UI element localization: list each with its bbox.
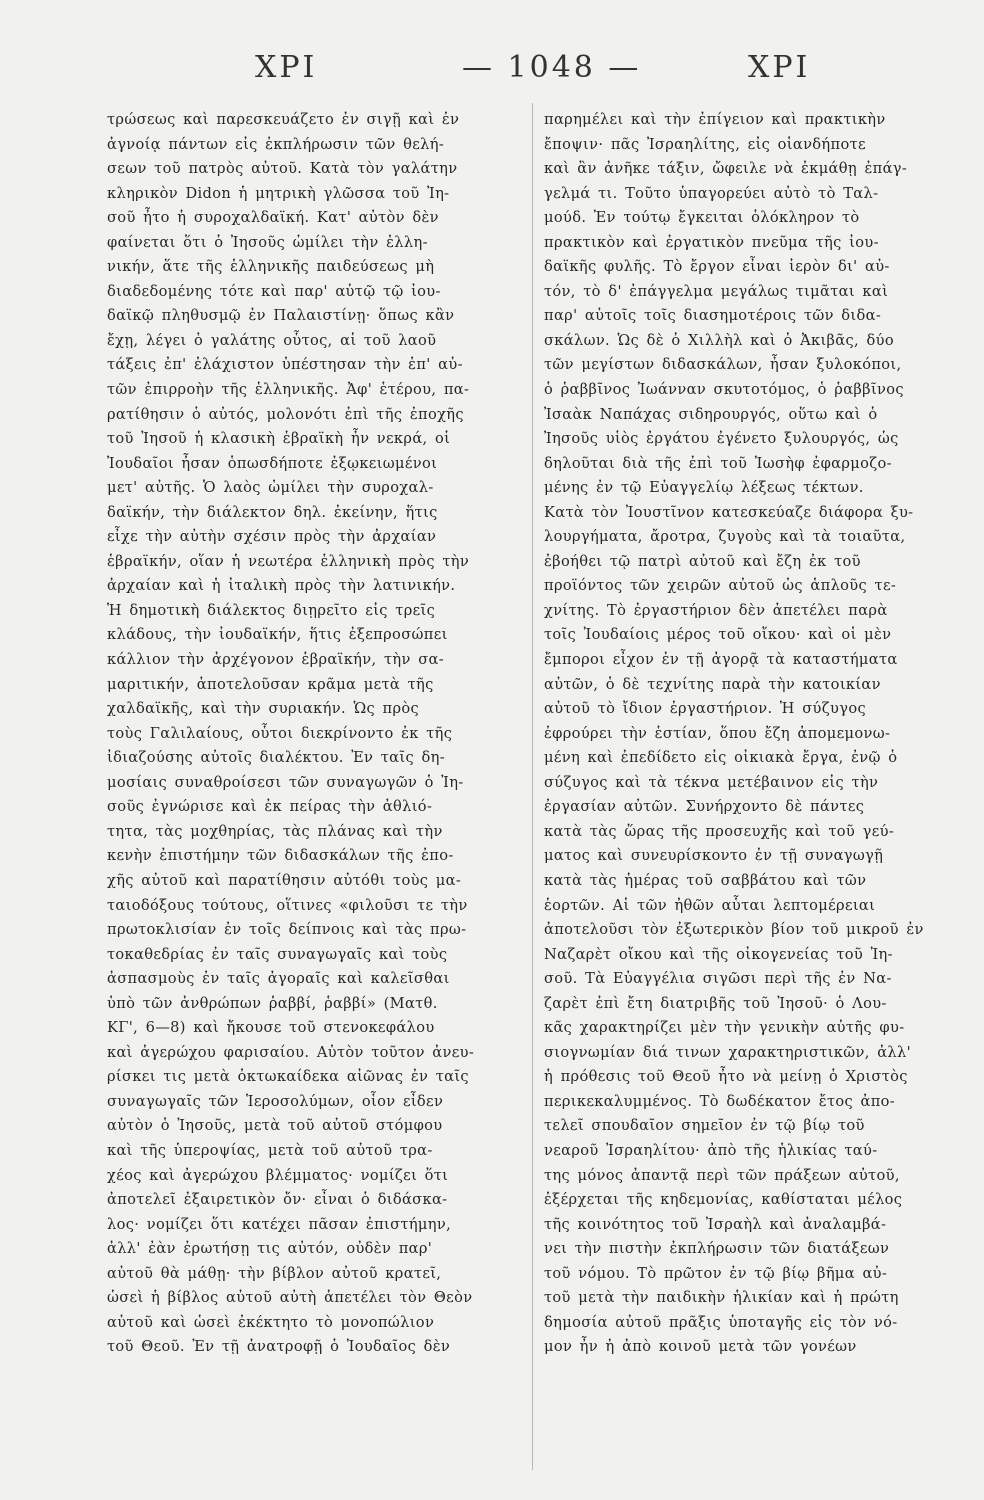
text-line: τοῖς Ἰουδαίοις μέρος τοῦ οἴκου· καὶ οἱ μὲν — [544, 626, 892, 644]
text-line: τητα, τὰς μοχθηρίας, τὰς πλάνας καὶ τὴν — [107, 822, 443, 840]
text-line: σύζυγος καὶ τὰ τέκνα μετέβαινον εἰς τὴν — [544, 773, 879, 791]
text-line: αὐτοῦ θὰ μάθῃ· τὴν βίβλον αὐτοῦ κρατεῖ, — [107, 1264, 442, 1282]
text-line: κατὰ τὰς ἡμέρας τοῦ σαββάτου καὶ τῶν — [544, 871, 867, 889]
text-line: παρ' αὐτοῖς τοῖς διασημοτέροις τῶν διδα- — [544, 307, 882, 325]
text-line: της μόνος ἀπαντᾷ περὶ τῶν πράξεων αὐτοῦ, — [544, 1166, 900, 1184]
text-line: ἀσπασμοὺς ἐν ταῖς ἀγοραῖς καὶ καλεῖσθαι — [107, 970, 450, 988]
text-line: ἀποτελοῦσι τὸν ἐξωτερικὸν βίον τοῦ μικροῦ ἐν — [544, 921, 924, 939]
text-line: μοσίαις συναθροίσεσι τῶν συναγωγῶν ὁ Ἰη- — [107, 773, 464, 791]
text-line: ἐργασίαν αὐτῶν. Συνήρχοντο δὲ πάντες — [544, 798, 865, 816]
text-line: χῆς αὐτοῦ καὶ παρατίθησιν αὐτόθι τοὺς μα- — [107, 871, 462, 889]
text-line: χαλδαϊκῆς, καὶ τὴν συριακήν. Ὡς πρὸς — [107, 700, 420, 718]
text-line: κενὴν ἐπιστήμην τῶν διδασκάλων τῆς ἐπο- — [107, 847, 454, 865]
text-line: μαριτικήν, ἀποτελοῦσαν κρᾶμα μετὰ τῆς — [107, 675, 434, 693]
text-line: ρατίθησιν ὁ αὐτός, μολονότι ἐπὶ τῆς ἐποχῆς — [107, 405, 464, 423]
text-line: νει τὴν πιστὴν ἐκπλήρωσιν τῶν διατάξεων — [544, 1240, 890, 1258]
text-line: κλάδους, τὴν ἰουδαϊκήν, ἥτις ἐξεπροσώπει — [107, 626, 448, 644]
text-line: Ναζαρὲτ οἴκου καὶ τῆς οἰκογενείας τοῦ Ἰη- — [544, 945, 893, 963]
text-line: αὐτὸν ὁ Ἰησοῦς, μετὰ τοῦ αὐτοῦ στόμφου — [107, 1117, 443, 1135]
text-line: σοῦ ἦτο ἡ συροχαλδαϊκή. Κατ' αὐτὸν δὲν — [107, 209, 439, 227]
text-line: Ἰουδαῖοι ἦσαν ὁπωσδήποτε ἐξῳκειωμένοι — [107, 454, 438, 472]
text-line: τοῦ Ἰησοῦ ἡ κλασικὴ ἑβραϊκὴ ἦν νεκρά, οἱ — [107, 430, 451, 448]
text-line: νικήν, ἅτε τῆς ἑλληνικῆς παιδεύσεως μὴ — [107, 258, 435, 276]
text-line: ἀρχαίαν καὶ ἡ ἰταλικὴ πρὸς τὴν λατινικήν. — [107, 577, 456, 595]
head-left-word: ΧΡΙ — [255, 50, 318, 85]
text-line: ἀλλ' ἐὰν ἐρωτήσῃ τις αὐτόν, οὐδὲν παρ' — [107, 1240, 433, 1258]
text-line: τοῦ νόμου. Τὸ πρῶτον ἐν τῷ βίῳ βῆμα αὐ- — [544, 1264, 888, 1282]
text-line: σιογνωμίαν διά τινων χαρακτηριστικῶν, ἀλλ' — [544, 1043, 911, 1061]
text-line: πρωτοκλισίαν ἐν τοῖς δείπνοις καὶ τὰς πρω- — [107, 921, 467, 939]
text-line: σοῦ. Τὰ Εὐαγγέλια σιγῶσι περὶ τῆς ἐν Να- — [544, 970, 892, 988]
text-line: ματος καὶ συνευρίσκοντο ἐν τῇ συναγωγῇ — [544, 847, 884, 865]
text-line: ὁ ῥαββῖνος Ἰωάνναν σκυτοτόμος, ὁ ῥαββῖνος — [544, 381, 904, 399]
text-line: μένης ἐν τῷ Εὐαγγελίῳ λέξεως τέκτων. — [544, 479, 864, 497]
text-line: μούδ. Ἐν τούτῳ ἔγκειται ὁλόκληρον τὸ — [544, 209, 860, 227]
text-line: ἐξέρχεται τῆς κηδεμονίας, καθίσταται μέλος — [544, 1191, 903, 1209]
text-line: ἐφρούρει τὴν ἑστίαν, ὅπου ἔζη ἀπομεμονω- — [544, 724, 891, 742]
text-line: δαϊκῆς φυλῆς. Τὸ ἔργον εἶναι ἱερὸν δι' αὐ- — [544, 258, 890, 276]
text-line: μετ' αὐτῆς. Ὁ λαὸς ὡμίλει τὴν συροχαλ- — [107, 479, 434, 497]
text-line: ἑορτῶν. Αἱ τῶν ἠθῶν αὗται λεπτομέρειαι — [544, 896, 876, 914]
text-line: χέος καὶ ἀγερώχου βλέμματος· νομίζει ὅτι — [107, 1166, 449, 1184]
text-line: νεαροῦ Ἰσραηλίτου· ἀπὸ τῆς ἡλικίας ταύ- — [544, 1141, 878, 1159]
text-line: ἔμποροι εἶχον ἐν τῇ ἀγορᾷ τὰ καταστήματα — [544, 651, 898, 669]
running-head — [0, 50, 984, 100]
text-line: τοῦ Θεοῦ. Ἐν τῇ ἀνατροφῇ ὁ Ἰουδαῖος δὲν — [107, 1338, 451, 1356]
text-line: κᾶς χαρακτηρίζει μὲν τὴν γενικὴν αὐτῆς φυ- — [544, 1019, 905, 1037]
text-line: παρημέλει καὶ τὴν ἐπίγειον καὶ πρακτικὴν — [544, 111, 886, 128]
text-line: μένη καὶ ἐπεδίδετο εἰς οἰκιακὰ ἔργα, ἐνῷ ὁ — [544, 749, 898, 767]
text-line: δηλοῦται διὰ τῆς ἐπὶ τοῦ Ἰωσὴφ ἐφαρμοζο- — [544, 454, 892, 472]
text-line: ἰδιαζούσης αὐτοῖς διαλέκτου. Ἐν ταῖς δη- — [107, 749, 445, 767]
text-line: τοὺς Γαλιλαίους, οὗτοι διεκρίνοντο ἐκ τῆς — [107, 724, 453, 742]
text-line: σεων τοῦ πατρὸς αὐτοῦ. Κατὰ τὸν γαλάτην — [107, 160, 458, 178]
text-line: ΚΓ', 6—8) καὶ ἤκουσε τοῦ στενοκεφάλου — [107, 1019, 435, 1037]
text-line: Ἡ δημοτικὴ διάλεκτος διῃρεῖτο εἰς τρεῖς — [107, 601, 436, 619]
text-line: κληρικὸν Didon ἡ μητρικὴ γλῶσσα τοῦ Ἰη- — [107, 184, 450, 202]
text-line: κατὰ τὰς ὥρας τῆς προσευχῆς καὶ τοῦ γεύ- — [544, 822, 895, 840]
text-line: αὐτοῦ τὸ ἴδιον ἐργαστήριον. Ἡ σύζυγος — [544, 700, 866, 718]
text-line: ἀποτελεῖ ἐξαιρετικὸν ὄν· εἶναι ὁ διδάσκα- — [107, 1191, 448, 1209]
text-line: ὡσεὶ ἡ βίβλος αὐτοῦ αὐτὴ ἀπετέλει τὸν Θεὸν — [107, 1289, 473, 1307]
text-line: γελμά τι. Τοῦτο ὑπαγορεύει αὐτὸ τὸ Ταλ- — [544, 184, 879, 202]
text-line: περικεκαλυμμένος. Τὸ δωδέκατον ἔτος ἀπο- — [544, 1092, 896, 1110]
text-line: εἶχε τὴν αὐτὴν σχέσιν πρὸς τὴν ἀρχαίαν — [107, 528, 437, 546]
text-line: Ἰησοῦς υἱὸς ἐργάτου ἐγένετο ξυλουργός, ὡς — [544, 430, 899, 448]
text-line: ρίσκει τις μετὰ ὀκτωκαίδεκα αἰῶνας ἐν ταῖς — [107, 1068, 469, 1086]
text-line: τελεῖ σπουδαῖον σημεῖον ἐν τῷ βίῳ τοῦ — [544, 1117, 865, 1135]
text-line: ἔχῃ, λέγει ὁ γαλάτης οὗτος, αἱ τοῦ λαοῦ — [107, 331, 437, 349]
text-line: ὑπὸ τῶν ἀνθρώπων ῥαββί, ῥαββί» (Ματθ. — [107, 994, 438, 1012]
text-line: Κατὰ τὸν Ἰουστῖνον κατεσκεύαζε διάφορα ξυ- — [544, 503, 914, 521]
text-line: σοῦς ἐγνώρισε καὶ ἐκ πείρας τὴν ἀθλιό- — [107, 798, 433, 816]
head-right-word: ΧΡΙ — [748, 50, 811, 85]
text-line: ἡ πρόθεσις τοῦ Θεοῦ ἦτο νὰ μείνῃ ὁ Χριστὸς — [544, 1068, 908, 1086]
left-column — [107, 108, 537, 1360]
text-line: καὶ τῆς ὑπεροψίας, μετὰ τοῦ αὐτοῦ τρα- — [107, 1141, 433, 1159]
text-line: τόν, τὸ δ' ἐπάγγελμα μεγάλως τιμᾶται καὶ — [544, 282, 889, 300]
text-line: λος· νομίζει ὅτι κατέχει πᾶσαν ἐπιστήμην, — [107, 1215, 452, 1233]
text-line: αὐτοῦ καὶ ὡσεὶ ἐκέκτητο τὸ μονοπώλιον — [107, 1313, 435, 1331]
text-line: τοκαθεδρίας ἐν ταῖς συναγωγαῖς καὶ τοὺς — [107, 945, 448, 963]
text-line: λουργήματα, ἄροτρα, ζυγοὺς καὶ τὰ τοιαῦτα, — [544, 528, 906, 546]
text-line: τρώσεως καὶ παρεσκευάζετο ἐν σιγῇ καὶ ἐν — [107, 111, 460, 128]
text-line: διαδεδομένης τότε καὶ παρ' αὐτῷ τῷ ἰου- — [107, 282, 441, 300]
text-line: τάξεις ἐπ' ἐλάχιστον ὑπέστησαν τὴν ἐπ' αὐ- — [107, 356, 463, 374]
text-line: ταιοδόξους τούτους, οἵτινες «φιλοῦσι τε τὴν — [107, 896, 468, 914]
text-line: τοῦ μετὰ τὴν παιδικὴν ἡλικίαν καὶ ἡ πρώτη — [544, 1289, 899, 1307]
text-line: αὐτῶν, ὁ δὲ τεχνίτης παρὰ τὴν κατοικίαν — [544, 675, 881, 693]
text-line: καὶ ἂν ἀνῆκε τάξιν, ὤφειλε νὰ ἐκμάθῃ ἐπάγ- — [544, 160, 908, 178]
text-line: Ἰσαὰκ Ναπάχας σιδηρουργός, οὕτω καὶ ὁ — [544, 405, 878, 423]
text-line: ἐβοήθει τῷ πατρὶ αὐτοῦ καὶ ἔζη ἐκ τοῦ — [544, 552, 861, 570]
text-line: δαϊκῷ πληθυσμῷ ἐν Παλαιστίνῃ· ὅπως κἂν — [107, 307, 455, 325]
text-line: χνίτης. Τὸ ἐργαστήριον δὲν ἀπετέλει παρὰ — [544, 601, 888, 619]
text-line: ἑβραϊκήν, οἵαν ἡ νεωτέρα ἑλληνικὴ πρὸς τὴν — [107, 552, 470, 570]
right-column — [544, 108, 974, 1360]
text-line: συναγωγαῖς τῶν Ἱεροσολύμων, οἷον εἶδεν — [107, 1092, 444, 1110]
text-line: τῶν μεγίστων διδασκάλων, ἦσαν ξυλοκόποι, — [544, 356, 902, 374]
text-line: πρακτικὸν καὶ ἐργατικὸν πνεῦμα τῆς ἰου- — [544, 233, 879, 251]
text-line: προϊόντος τῶν χειρῶν αὐτοῦ ὡς ἁπλοῦς τε- — [544, 577, 897, 595]
text-line: ἔποψιν· πᾶς Ἰσραηλίτης, εἰς οἱανδήποτε — [544, 135, 866, 153]
text-line: φαίνεται ὅτι ὁ Ἰησοῦς ὡμίλει τὴν ἑλλη- — [107, 233, 428, 251]
text-line: μον ἦν ἡ ἀπὸ κοινοῦ μετὰ τῶν γονέων — [544, 1338, 857, 1356]
text-line: ἀγνοίᾳ πάντων εἰς ἐκπλήρωσιν τῶν θελή- — [107, 135, 445, 153]
text-line: ζαρὲτ ἐπὶ ἔτη διατριβῆς τοῦ Ἰησοῦ· ὁ Λου- — [544, 994, 887, 1012]
text-line: σκάλων. Ὡς δὲ ὁ Χιλλὴλ καὶ ὁ Ἀκιβᾶς, δύο — [544, 331, 895, 349]
text-line: κάλλιον τὴν ἀρχέγονον ἑβραϊκήν, τὴν σα- — [107, 651, 445, 669]
text-line: δαϊκήν, τὴν διάλεκτον δηλ. ἐκείνην, ἥτις — [107, 503, 438, 521]
text-line: τῆς κοινότητος τοῦ Ἰσραὴλ καὶ ἀναλαμβά- — [544, 1215, 887, 1233]
page-number: — 1048 — — [462, 50, 642, 85]
text-line: δημοσία αὐτοῦ πρᾶξις ὑποταγῆς εἰς τὸν νό- — [544, 1313, 898, 1331]
text-line: καὶ ἀγερώχου φαρισαίου. Αὐτὸν τοῦτον ἀνευ- — [107, 1043, 475, 1061]
text-line: τῶν ἐπιρροὴν τῆς ἑλληνικῆς. Ἀφ' ἑτέρου, πα- — [107, 381, 470, 399]
